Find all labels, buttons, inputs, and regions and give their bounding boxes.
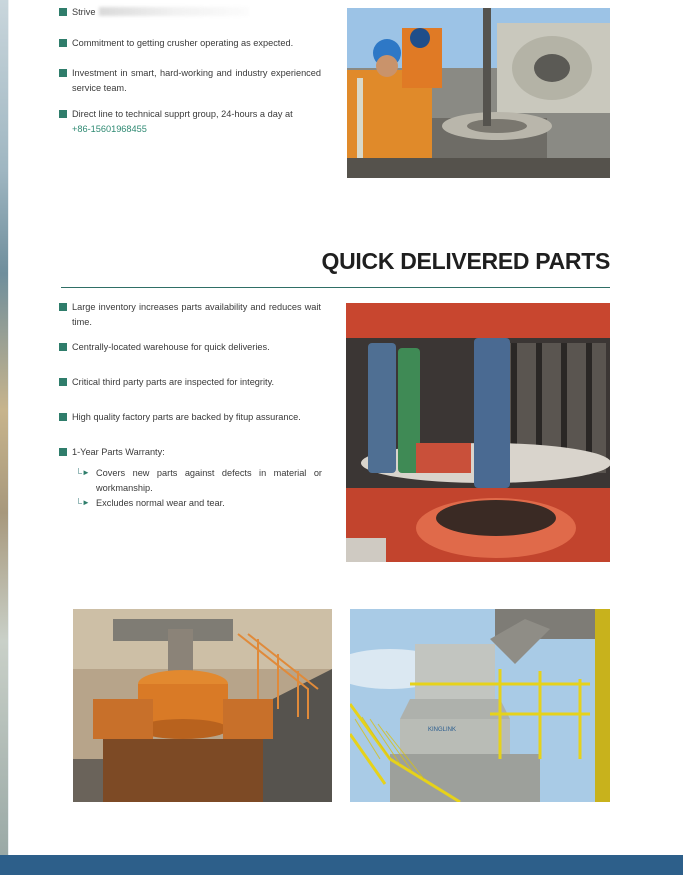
bullet-square-icon [59, 69, 67, 77]
arrow-right-icon: ► [82, 498, 90, 507]
bullet-strive: Strive [59, 5, 321, 20]
bullet-investment: Investment in smart, hard-working and industry experienced service team. [59, 66, 321, 95]
bullet-square-icon [59, 343, 67, 351]
bullet-warehouse: Centrally-located warehouse for quick deliveries. [59, 340, 321, 355]
photo-crusher-rotor [346, 303, 610, 562]
bullet-square-icon [59, 8, 67, 16]
bullet-square-icon [59, 378, 67, 386]
bullet-direct-line: Direct line to technical supprt group, 24-hours a day at +86-15601968455 [59, 107, 321, 136]
bullet-square-icon [59, 413, 67, 421]
bullet-third-party: Critical third party parts are inspected for integrity. [59, 375, 321, 390]
bullet-square-icon [59, 303, 67, 311]
footer-bar [0, 855, 683, 875]
bullet-square-icon [59, 39, 67, 47]
warranty-item-wear: ► Excludes normal wear and tear. [82, 496, 322, 511]
section-heading: QUICK DELIVERED PARTS [321, 248, 610, 274]
phone-number[interactable]: +86-15601968455 [72, 123, 147, 134]
photo-grey-crusher [350, 609, 610, 802]
obscured-text [99, 7, 249, 16]
bullet-commitment: Commitment to getting crusher operating as expected. [59, 36, 321, 51]
kinglink-logo-text: KINGLINK [428, 727, 457, 733]
bullet-square-icon [59, 448, 67, 456]
bullet-quality: High quality factory parts are backed by fitup assurance. [59, 410, 321, 425]
arrow-right-icon: ► [82, 468, 90, 477]
bullet-square-icon [59, 110, 67, 118]
photo-orange-crusher [73, 609, 332, 802]
bullet-warranty: 1-Year Parts Warranty: [59, 445, 321, 460]
photo-workers-crusher [347, 8, 610, 178]
bullet-inventory: Large inventory increases parts availability and reduces wait time. [59, 300, 321, 329]
heading-divider [61, 287, 610, 288]
warranty-item-defects: ► Covers new parts against defects in material or workmanship. [82, 466, 322, 495]
left-edge-photo-strip [0, 0, 9, 855]
